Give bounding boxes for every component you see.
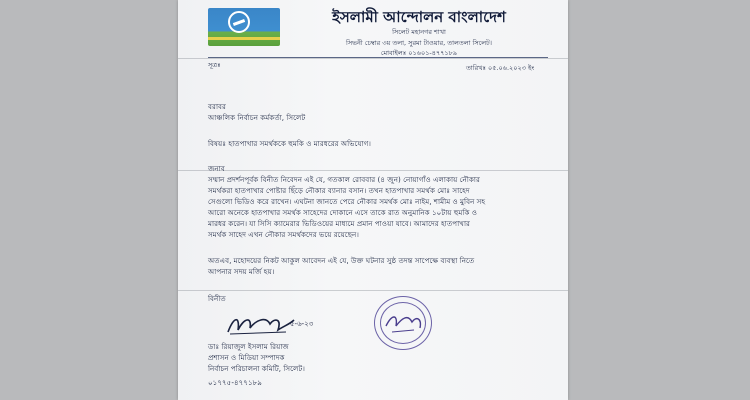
party-logo-icon	[208, 8, 280, 46]
signatory-name: ডাঃ রিয়াজুল ইসলাম রিয়াজ	[208, 342, 289, 351]
subject-line: বিষয়ঃ হাতপাখার সমর্থককে হুমকি ও মারধরের অভিযোগ।	[208, 139, 371, 148]
letter-date: তারিখঃ ০৫.০৬.২০২৩ ইং	[466, 64, 535, 72]
closing-line: অতএব, মহোদয়ের নিকট আকুল আবেদন এই যে, উক্ত ঘটনার সুষ্ঠ তদন্ত সাপেক্ষে ব্যবস্থা নিতে	[208, 256, 475, 265]
letterhead-divider	[208, 57, 548, 58]
salutation: জনাব	[208, 164, 225, 173]
organization-name: ইসলামী আন্দোলন বাংলাদেশ	[332, 8, 506, 26]
sign-off: বিনীত	[208, 294, 226, 303]
mobile-number: মোবাইলঃ ০১৬০১-৪৭৭১৮৯	[380, 49, 458, 57]
body-line: সেগুলো ভিডিও করে রাখেন। এঘটনা জানতে পেরে নৌকার সমর্থক মোঃ নাইম, শামীম ও মুবিন সহ	[208, 197, 486, 206]
signatory-committee: নির্বাচন পরিচালনা কমিটি, সিলেট।	[208, 364, 305, 373]
body-line: সমর্থক সাহেদ এখন নৌকার সমর্থকদের ভয়ে রয়েছেন।	[208, 230, 359, 239]
recipient-to: বরাবর	[208, 102, 226, 111]
reference-label: সূত্রঃ	[208, 61, 221, 69]
signatory-phone: ০১৭৭৫-৪৭৭১৮৯	[208, 378, 262, 387]
body-line: মারধর করেন। যা সিসি ক্যামেরার ভিডিওয়ের মাধ্যমে প্রমান পাওয়া যাবে। আমাদের হাতপাখার	[208, 219, 470, 228]
seal-signature	[378, 300, 428, 346]
paper-fold	[178, 290, 568, 291]
handwritten-signature	[226, 312, 296, 338]
letter-page	[178, 0, 568, 400]
handwritten-date: ৫-৬-২৩	[290, 320, 314, 328]
address: সিভনী চেম্বার ৩য় তলা, সুরমা টাওয়ার, তালতলা সিলেট।	[346, 39, 492, 47]
closing-line: আপনার সদয় মর্জি হয়।	[208, 267, 275, 276]
body-line: সম্মান প্রদর্শনপূর্বক বিনীত নিবেদন এই যে, গতকাল রোববার (৪ জুন) নোয়াগাঁও এলাকায় নৌকার	[208, 175, 480, 184]
paper-fold	[178, 170, 568, 171]
body-line: সমর্থকরা হাতপাখার পোষ্টার ছিঁড়ে নৌকার ব্যানার বসান। তখন হাতপাখার সমর্থক মোঃ সাহেদ	[208, 186, 470, 195]
branch-name: সিলেট মহানগর শাখা	[392, 28, 446, 36]
recipient-officer: আঞ্চলিক নির্বাচন কর্মকর্তা, সিলেট	[208, 113, 306, 122]
signatory-designation: প্রশাসন ও মিডিয়া সম্পাদক	[208, 353, 285, 362]
body-line: আরো অনেকে হাতপাখার সমর্থক সাহেদের দোকানে এসে তাকে রাত অনুমানিক ১০টায় হুমকি ও	[208, 208, 478, 217]
